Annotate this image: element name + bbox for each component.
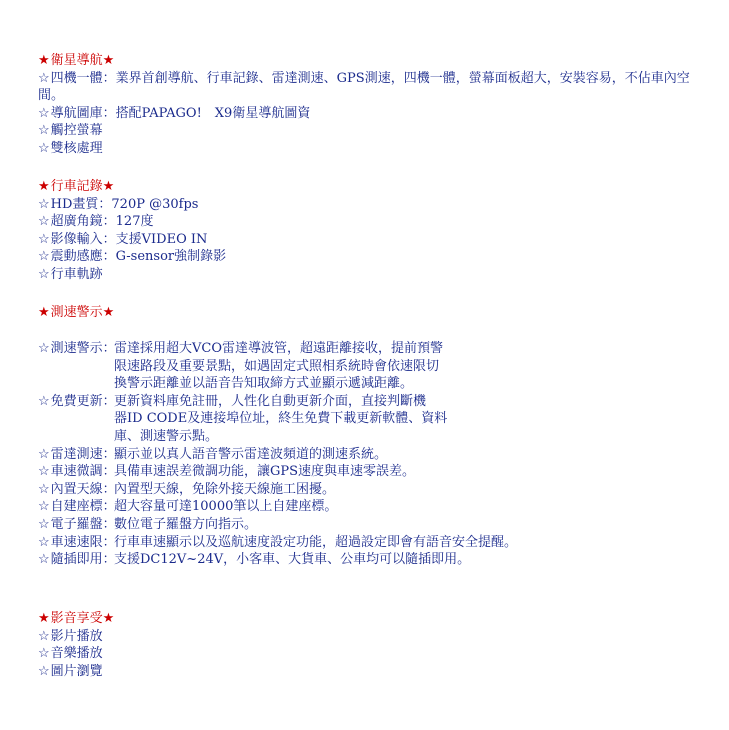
section-heading — [38, 610, 709, 628]
section-title: 測速警示 — [50, 305, 103, 320]
description-line: 數位電子羅盤方向指示。 — [114, 516, 258, 532]
list-item — [38, 645, 709, 663]
description-line: 換警示距離並以語音告知取締方式並顯示遞減距離。 — [114, 376, 414, 392]
section-heading — [38, 304, 709, 322]
section-recorder — [38, 178, 709, 284]
label-text: 車速微調： — [50, 464, 116, 480]
feature-description — [114, 393, 709, 446]
empty-star-icon: ☆ — [38, 123, 50, 139]
item-text: 影像輸入：支援VIDEO IN — [50, 231, 208, 247]
label-text: 免費更新： — [50, 393, 116, 409]
filled-star-icon: ★ — [102, 53, 115, 68]
empty-star-icon: ☆ — [38, 105, 50, 121]
list-item — [38, 266, 709, 284]
item-text: 雙核處理 — [50, 140, 103, 156]
item-text: 四機一體：業界首創導航、行車記錄、雷達測速、GPS測速，四機一體，螢幕面板超大，安裝容易，不佔車內空間。 — [38, 70, 690, 104]
description-line: 顯示並以真人語音警示雷達波頻道的測速系統。 — [114, 446, 388, 462]
section-nav — [38, 52, 709, 158]
label-text: 隨插即用： — [50, 552, 116, 568]
feature-label — [38, 481, 114, 499]
empty-star-icon: ☆ — [38, 214, 50, 230]
feature-label — [38, 534, 114, 552]
feature-description — [114, 340, 709, 393]
description-line: 行車車速顯示以及巡航速度設定功能，超過設定即會有語音安全提醒。 — [114, 534, 518, 550]
feature-label — [38, 340, 114, 393]
feature-label — [38, 393, 114, 446]
description-line: 內置型天線，免除外接天線施工困擾。 — [114, 481, 336, 497]
section-heading — [38, 178, 709, 196]
item-text: 行車軌跡 — [50, 266, 103, 282]
section-title: 衛星導航 — [50, 53, 103, 68]
label-text: 測速警示： — [50, 341, 116, 356]
empty-star-icon: ☆ — [38, 534, 50, 550]
section-title: 行車記錄 — [50, 179, 103, 194]
description-line: 更新資料庫免註冊，人性化自動更新介面，直接判斷機 — [114, 393, 427, 409]
item-text: 導航圖庫：搭配PAPAGO! X9衛星導航圖資 — [50, 105, 311, 121]
item-text: 影片播放 — [50, 628, 103, 644]
feature-label — [38, 516, 114, 534]
filled-star-icon: ★ — [38, 53, 50, 68]
label-text: 雷達測速： — [50, 446, 116, 462]
empty-star-icon: ☆ — [38, 663, 50, 679]
item-text: 震動感應：G-sensor強制錄影 — [50, 249, 227, 265]
item-text: HD畫質：720P @30fps — [50, 196, 199, 212]
list-item — [38, 248, 709, 266]
empty-star-icon: ☆ — [38, 266, 50, 282]
label-text: 車速速限： — [50, 534, 116, 550]
empty-star-icon: ☆ — [38, 464, 50, 480]
label-text: 內置天線： — [50, 481, 116, 497]
empty-star-icon: ☆ — [38, 231, 50, 247]
section-title: 影音享受 — [50, 611, 103, 626]
empty-star-icon: ☆ — [38, 552, 50, 568]
feature-label — [38, 446, 114, 464]
list-item — [38, 140, 709, 158]
section-media — [38, 610, 709, 680]
description-line: 支援DC12V~24V，小客車、大貨車、公車均可以隨插即用。 — [114, 552, 471, 568]
empty-star-icon: ☆ — [38, 499, 50, 515]
description-line: 器ID CODE及連接埠位址，終生免費下載更新軟體、資料 — [114, 411, 448, 427]
description-line: 超大容量可達10000筆以上自建座標。 — [114, 499, 338, 515]
speed-feature-list — [38, 340, 709, 569]
list-item — [38, 196, 709, 214]
list-item — [38, 122, 709, 140]
filled-star-icon: ★ — [102, 179, 115, 194]
item-text: 超廣角鏡：127度 — [50, 214, 154, 230]
list-item — [38, 663, 709, 681]
description-line: 雷達採用超大VCO雷達導波管，超遠距離接收，提前預警 — [114, 341, 443, 356]
empty-star-icon: ☆ — [38, 516, 50, 532]
filled-star-icon: ★ — [102, 305, 115, 320]
empty-star-icon: ☆ — [38, 249, 50, 265]
list-item — [38, 628, 709, 646]
list-item — [38, 231, 709, 249]
empty-star-icon: ☆ — [38, 628, 50, 644]
empty-star-icon: ☆ — [38, 481, 50, 497]
empty-star-icon: ☆ — [38, 196, 50, 212]
list-item — [38, 70, 708, 105]
empty-star-icon: ☆ — [38, 646, 50, 662]
filled-star-icon: ★ — [38, 305, 50, 320]
feature-label — [38, 498, 114, 516]
description-line: 限速路段及重要景點，如遇固定式照相系統時會依速限切 — [114, 358, 440, 374]
filled-star-icon: ★ — [102, 611, 115, 626]
label-text: 電子羅盤： — [50, 516, 116, 532]
list-item — [38, 213, 709, 231]
section-speed — [38, 304, 709, 322]
empty-star-icon: ☆ — [38, 70, 50, 86]
feature-label — [38, 463, 114, 481]
empty-star-icon: ☆ — [38, 446, 50, 462]
section-heading — [38, 52, 709, 70]
description-line: 庫、測速警示點。 — [114, 428, 219, 444]
empty-star-icon: ☆ — [38, 393, 50, 409]
filled-star-icon: ★ — [38, 179, 50, 194]
filled-star-icon: ★ — [38, 611, 50, 626]
list-item — [38, 105, 709, 123]
empty-star-icon: ☆ — [38, 341, 50, 356]
feature-label — [38, 551, 114, 569]
label-text: 自建座標： — [50, 499, 116, 515]
item-text: 圖片瀏覽 — [50, 663, 103, 679]
item-text: 觸控螢幕 — [50, 123, 103, 139]
item-text: 音樂播放 — [50, 646, 103, 662]
empty-star-icon: ☆ — [38, 140, 50, 156]
description-line: 具備車速誤差微調功能，讓GPS速度與車速零誤差。 — [114, 464, 416, 480]
